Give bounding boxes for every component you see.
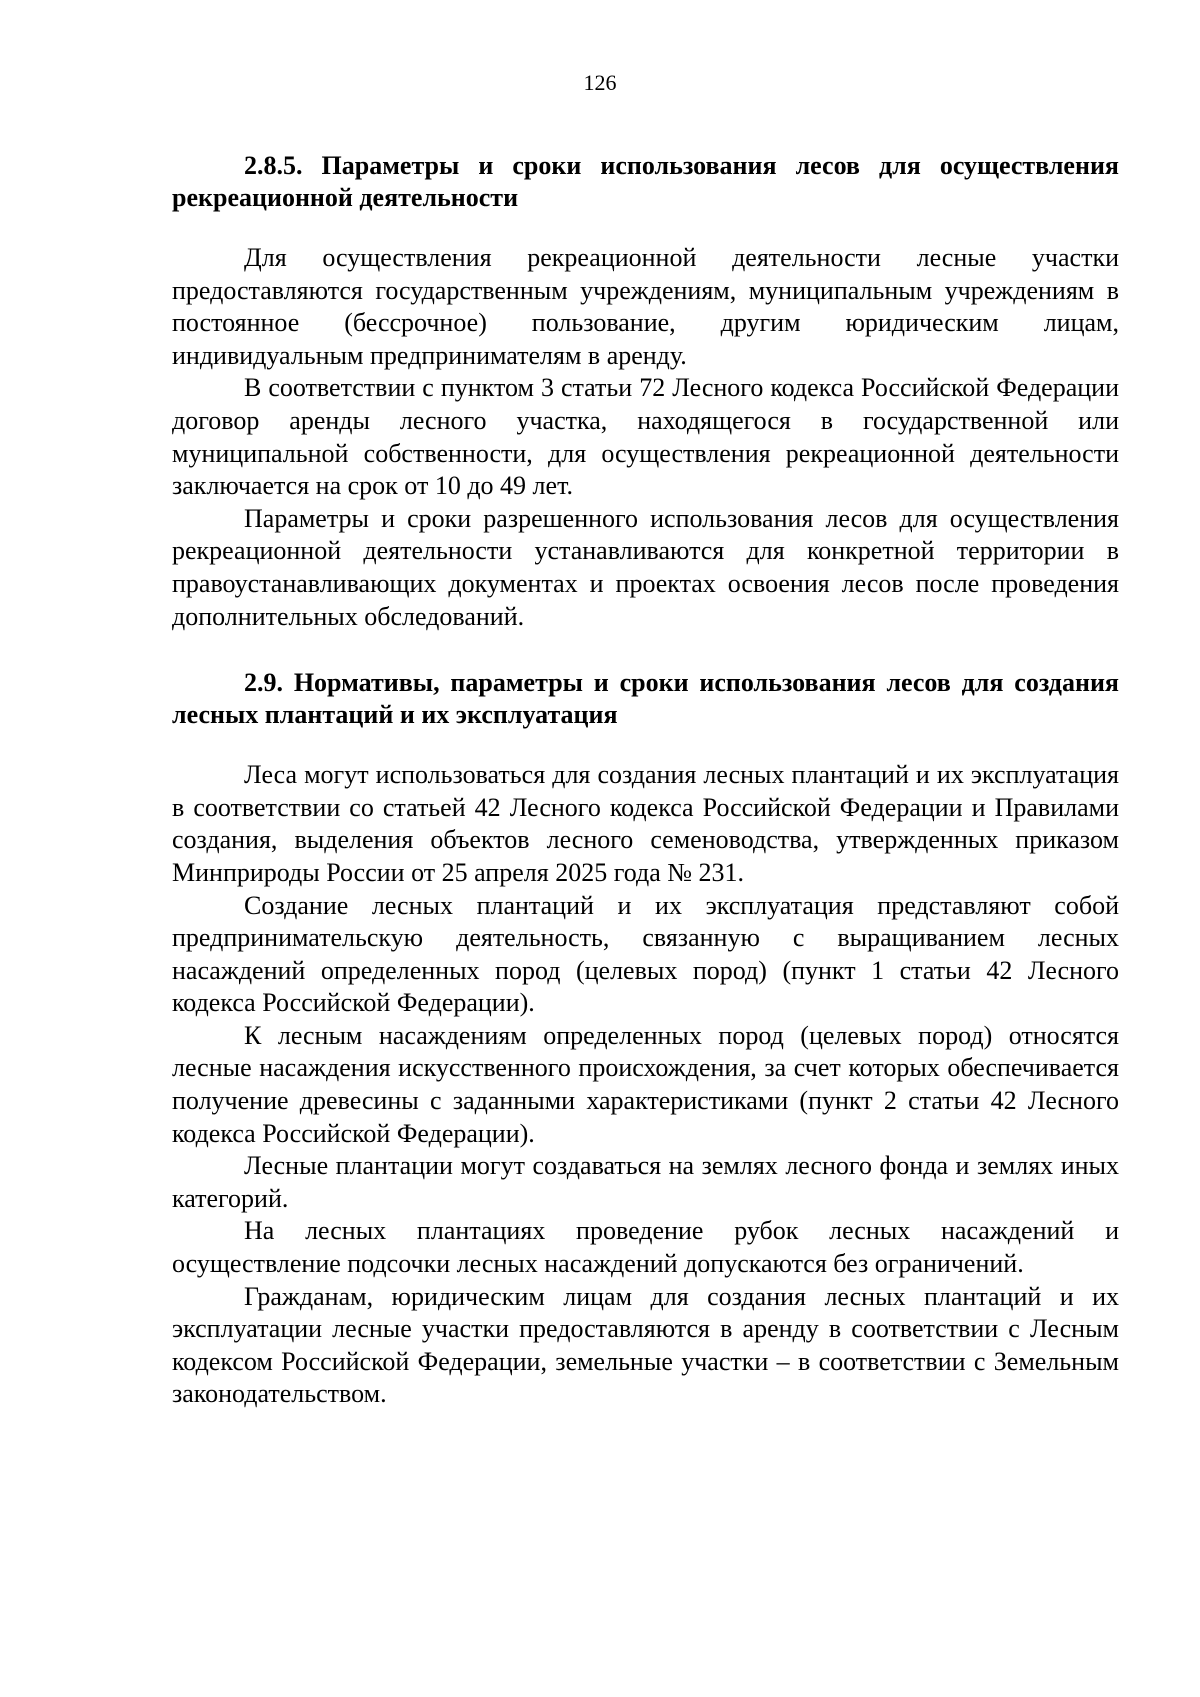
section-heading: 2.9. Нормативы, параметры и сроки использования лесов для создания лесных плантаций и их эксплуатация — [172, 668, 1119, 730]
section-2-9 — [172, 667, 1119, 1411]
paragraph: Параметры и сроки разрешенного использования лесов для осуществления рекреационной деятельности устанавливаются для конкретной территории в правоустанавливающих документах и проектах освоения лесов после проведения дополнительных обследований. — [172, 503, 1119, 631]
document-body — [172, 150, 1119, 1411]
paragraph: Создание лесных плантаций и их эксплуатация представляют собой предпринимательскую деятельность, связанную с выращиванием лесных насаждений определенных пород (целевых пород) (пункт 1 статьи 42 Лесного кодекса Российской Федерации). — [172, 890, 1119, 1018]
paragraph: Лесные плантации могут создаваться на землях лесного фонда и землях иных категорий. — [172, 1151, 1119, 1213]
section-2-8-5 — [172, 150, 1119, 633]
paragraph: Гражданам, юридическим лицам для создания лесных плантаций и их эксплуатации лесные участки предоставляются в аренду в соответствии с Лесным кодексом Российской Федерации, земельные участки – в соответствии с Земельным законодательством. — [172, 1281, 1119, 1409]
paragraph: В соответствии с пунктом 3 статьи 72 Лесного кодекса Российской Федерации договор аренды лесного участка, находящегося в государственной или муниципальной собственности, для осуществления рекреационной деятельности заключается на срок от 10 до 49 лет. — [172, 373, 1119, 501]
paragraph: На лесных плантациях проведение рубок лесных насаждений и осуществление подсочки лесных насаждений допускаются без ограничений. — [172, 1216, 1119, 1279]
page-number: 126 — [583, 70, 617, 95]
paragraph: Леса могут использоваться для создания лесных плантаций и их эксплуатация в соответствии со статьей 42 Лесного кодекса Российской Федерации и Правилами создания, выделения объектов лесного семеноводства, утвержденных приказом Минприроды России от 25 апреля 2025 года № 231. — [172, 760, 1119, 887]
paragraph: Для осуществления рекреационной деятельности лесные участки предоставляются государственным учреждениям, муниципальным учреждениям в постоянное (бессрочное) пользование, другим юридическим лицам, индивидуальным предпринимателям в аренду. — [172, 243, 1119, 370]
paragraph: К лесным насаждениям определенных пород (целевых пород) относятся лесные насаждения искусственного происхождения, за счет которых обеспечивается получение древесины с заданными характеристиками (пункт 2 статьи 42 Лесного кодекса Российской Федерации). — [172, 1020, 1119, 1148]
section-heading: 2.8.5. Параметры и сроки использования лесов для осуществления рекреационной деятельности — [172, 151, 1119, 212]
